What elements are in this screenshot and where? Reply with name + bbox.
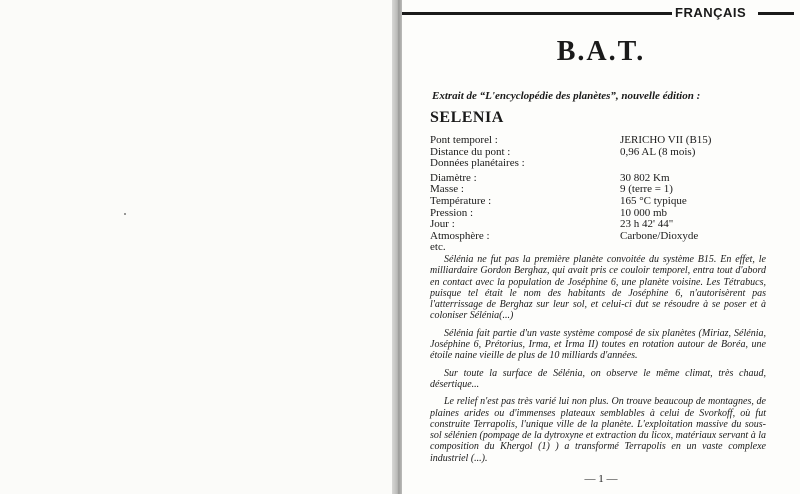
page-speck	[124, 213, 126, 215]
spec-value: 10 000 mb	[620, 206, 668, 219]
body-text	[430, 254, 766, 470]
spec-value: 0,96 AL (8 mois)	[620, 145, 696, 158]
spec-label: Pont temporel :	[430, 134, 498, 146]
paragraph: Sélénia fait partie d'un vaste système composé de six planètes (Miriaz, Sélénia, Joséphine 6, Prétorius, Irma, et Irma II) toutes en rotation autour de Boréa, une étoile naine vieille de plus de 10 milliards d'années.	[430, 327, 766, 362]
spec-row	[430, 135, 770, 147]
spec-label: Diamètre :	[430, 171, 477, 184]
page-title: B.A.T.	[556, 36, 646, 67]
spec-row	[430, 208, 770, 220]
paragraph: Sur toute la surface de Sélénia, on observe le même climat, très chaud, désertique...	[430, 367, 766, 390]
spec-row	[430, 242, 770, 254]
left-page	[0, 0, 394, 494]
spec-row	[430, 173, 770, 185]
language-label: FRANÇAIS	[675, 5, 747, 20]
intro-line: Extrait de “L'encyclopédie des planètes”, nouvelle édition :	[432, 90, 701, 102]
spec-label: Pression :	[430, 206, 474, 219]
spec-label: etc.	[430, 241, 446, 254]
spec-label: Atmosphère :	[430, 229, 490, 242]
spec-row	[430, 219, 770, 231]
spec-label: Température :	[430, 194, 492, 207]
spec-row	[430, 158, 770, 170]
header-rule-left	[402, 12, 672, 15]
spec-row	[430, 196, 770, 208]
planet-name: SELENIA	[430, 109, 504, 126]
planet-specs	[430, 135, 770, 254]
page-number: — 1 —	[584, 473, 618, 485]
spec-value: 9 (terre = 1)	[620, 183, 673, 196]
spec-value: 165 °C typique	[620, 194, 687, 207]
language-header	[402, 6, 794, 20]
spec-value: JERICHO VII (B15)	[620, 134, 712, 146]
paragraph: Sélénia ne fut pas la première planète convoitée du système B15. En effet, le milliardaire Gordon Berghaz, qui avait pris ce couloir temporel, entra tout d'abord en contact avec la population de Joséphine 6, une planète voisine. Les Tétrabucs, puisque tel était le nom des habitants de Joséphine 6, n'autorisèrent pas l'atterrissage de Berghaz sur leur sol, et celui-ci dut se résoudre à se poser et à coloniser Sélénia(...)	[430, 254, 766, 322]
spec-label: Jour :	[430, 218, 455, 231]
spec-label: Distance du pont :	[430, 145, 511, 158]
paragraph: Le relief n'est pas très varié lui non plus. On trouve beaucoup de montagnes, de plaines arides ou d'immenses plateaux semblables à celui de Svorkoff, où fut construite Terrapolis, l'unique ville de la planète. L'exploitation massive du sous-sol sélénien (pompage de la dytroxyne et extraction du licox, matériaux servant à la composition du Khergol (1) ) a transformé Terrapolis en un vaste complexe industriel (...).	[430, 396, 766, 464]
header-rule-right	[758, 12, 794, 15]
spec-value: 30 802 Km	[620, 171, 670, 184]
spec-value: 23 h 42' 44"	[620, 218, 674, 231]
spec-row	[430, 231, 770, 243]
spec-label: Données planétaires :	[430, 157, 525, 170]
spec-value: Carbone/Dioxyde	[620, 229, 699, 242]
spec-label: Masse :	[430, 183, 464, 196]
